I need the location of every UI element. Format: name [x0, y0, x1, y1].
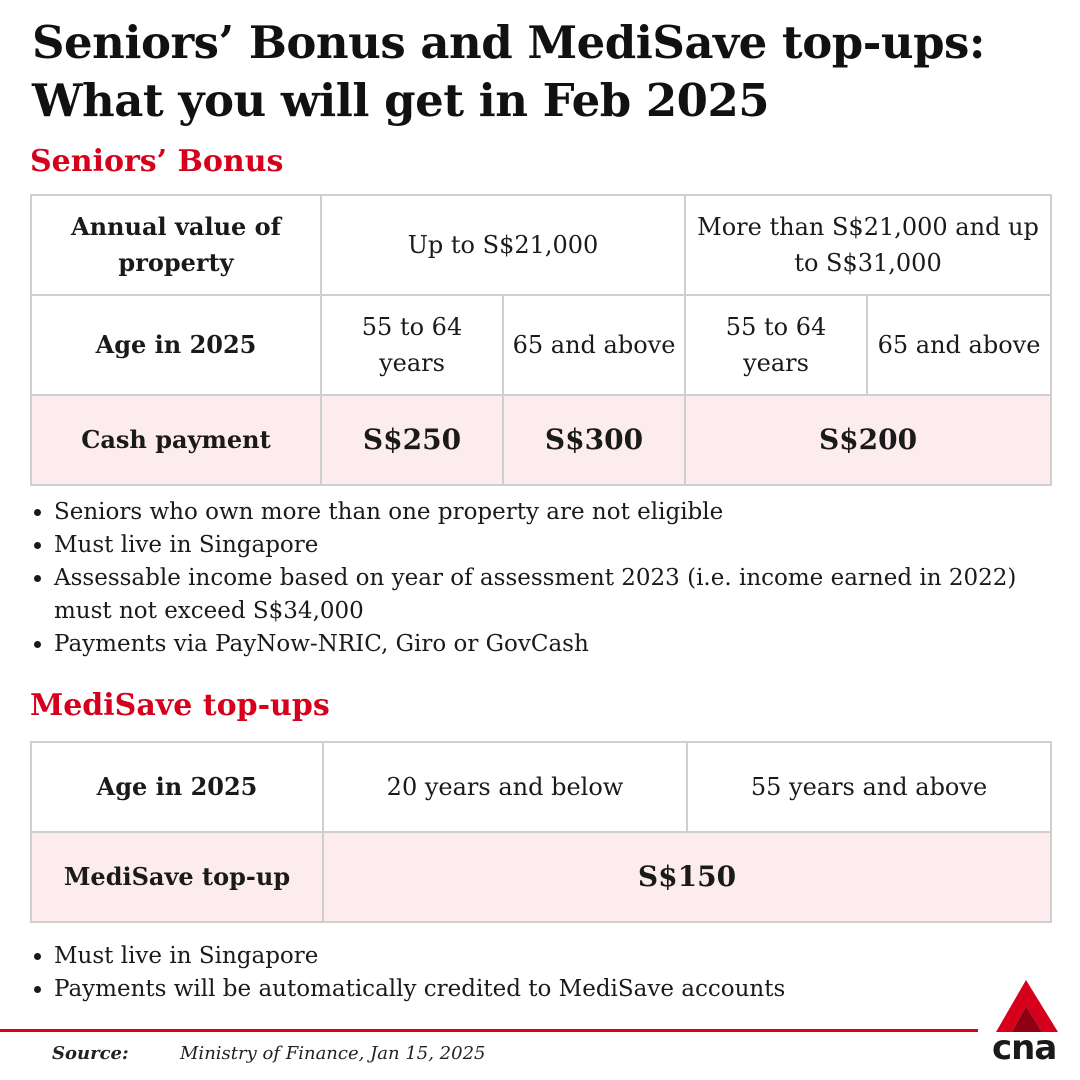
age-label-cell: Age in 2025: [31, 742, 323, 832]
topup-label-cell: MediSave top-up: [31, 832, 323, 922]
seniors-bonus-heading: Seniors’ Bonus: [30, 144, 284, 179]
source-label: Source:: [52, 1043, 129, 1064]
source-line: [52, 1043, 485, 1064]
table-row-topup: [31, 832, 1051, 922]
age-cell: 20 years and below: [323, 742, 687, 832]
source-text: Ministry of Finance, Jan 15, 2025: [180, 1043, 486, 1064]
list-item: • Must live in Singapore: [54, 529, 1054, 562]
seniors-bonus-table: [30, 194, 1052, 486]
title-line-1: Seniors’ Bonus and MediSave top-ups:: [32, 16, 985, 69]
list-item: • Payments will be automatically credited to MediSave accounts: [54, 973, 1054, 1006]
age-cell: 65 and above: [503, 295, 685, 395]
cash-label-cell: Cash payment: [31, 395, 321, 485]
age-cell: 55 years and above: [687, 742, 1051, 832]
cash-value-cell: S$250: [321, 395, 503, 485]
list-item: • Assessable income based on year of assessment 2023 (i.e. income earned in 2022) must not exceed S$34,000: [54, 562, 1054, 628]
age-cell: 55 to 64 years: [321, 295, 503, 395]
page-title: [32, 14, 1052, 130]
age-cell: 65 and above: [867, 295, 1051, 395]
table-row-cash: [31, 395, 1051, 485]
cash-value-cell: S$300: [503, 395, 685, 485]
cash-value-cell: S$200: [685, 395, 1051, 485]
table-row-property: [31, 195, 1051, 295]
list-item: • Must live in Singapore: [54, 940, 1054, 973]
age-label-cell: Age in 2025: [31, 295, 321, 395]
title-line-2: What you will get in Feb 2025: [32, 74, 770, 127]
cna-logo-text: cna: [992, 1028, 1057, 1068]
property-label-cell: Annual value of property: [31, 195, 321, 295]
list-item: • Payments via PayNow-NRIC, Giro or GovCash: [54, 628, 1054, 661]
medisave-table: [30, 741, 1052, 923]
table-row-age: [31, 742, 1051, 832]
seniors-bonus-notes: [30, 496, 1054, 661]
table-row-age: [31, 295, 1051, 395]
age-cell: 55 to 64 years: [685, 295, 867, 395]
list-item: • Seniors who own more than one property are not eligible: [54, 496, 1054, 529]
medisave-notes: [30, 940, 1054, 1006]
medisave-heading: MediSave top-ups: [30, 688, 330, 723]
topup-value-cell: S$150: [323, 832, 1051, 922]
footer-divider: [0, 1029, 978, 1032]
property-tier-2-cell: More than S$21,000 and up to S$31,000: [685, 195, 1051, 295]
property-tier-1-cell: Up to S$21,000: [321, 195, 685, 295]
